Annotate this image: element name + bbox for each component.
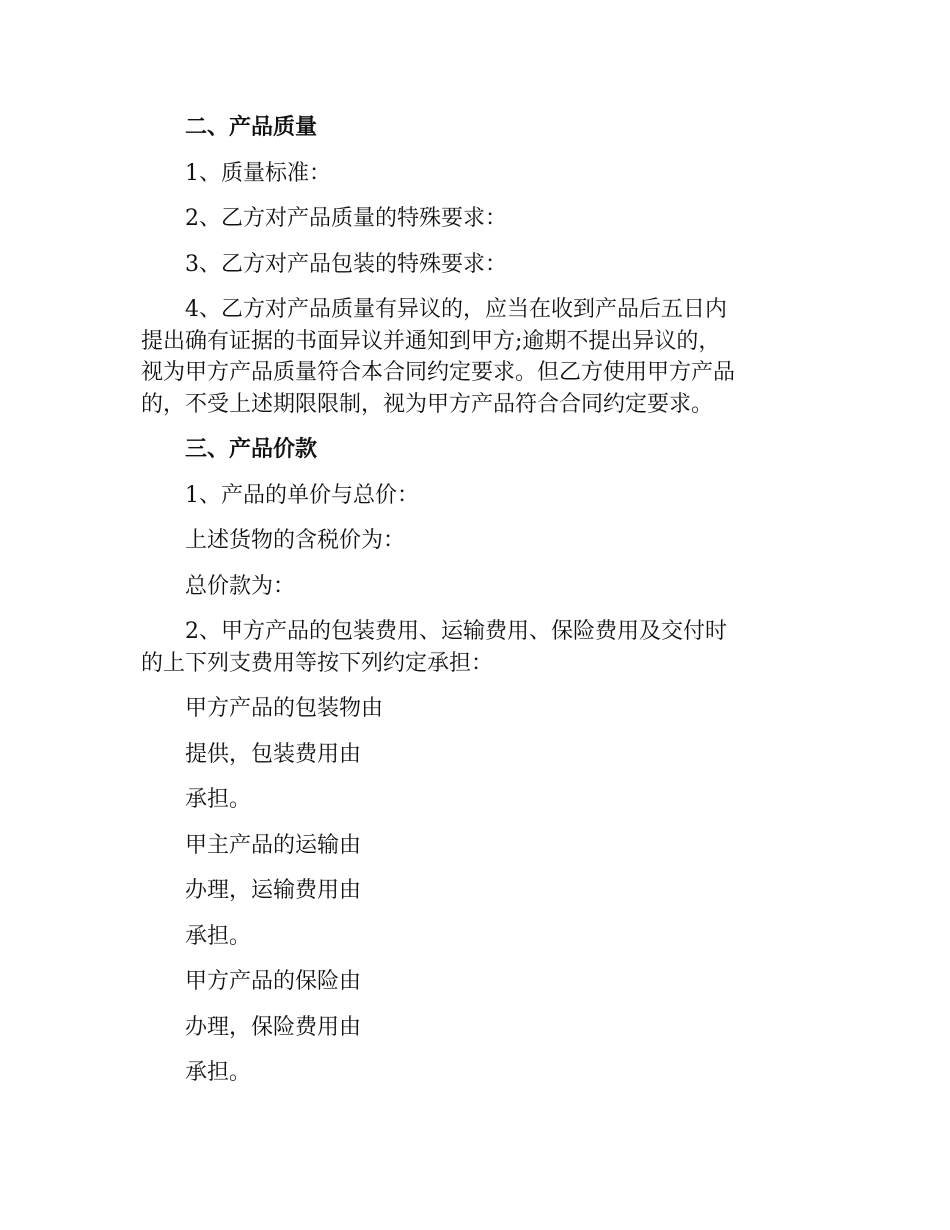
price-total: 总价款为： (185, 573, 296, 599)
cost-line-packaging-bear: 承担。 (185, 787, 252, 812)
price-item-2 (141, 616, 811, 679)
quality-item-4-line-4: 的，不受上述期限限制，视为甲方产品符合合同约定要求。 (141, 391, 714, 417)
cost-line-packaging-provider: 甲方产品的包装物由 (185, 696, 384, 721)
quality-item-4-line-2: 提出确有证据的书面异议并通知到甲方;逾期不提出异议的， (141, 328, 721, 354)
cost-line-insurance-provider: 甲方产品的保险由 (185, 969, 362, 994)
quality-item-2: 2、乙方对产品质量的特殊要求： (185, 206, 507, 231)
cost-line-packaging-fee: 提供，包装费用由 (185, 741, 362, 767)
cost-line-insurance-bear: 承担。 (185, 1060, 252, 1085)
quality-item-3: 3、乙方对产品包装的特殊要求： (185, 251, 507, 277)
cost-line-transport-provider: 甲主产品的运输由 (185, 832, 362, 858)
price-item-1: 1、产品的单价与总价： (185, 482, 419, 508)
price-item-2-line-2: 的上下列支费用等按下列约定承担： (141, 650, 494, 676)
cost-line-insurance-fee: 办理，保险费用由 (185, 1014, 362, 1040)
cost-line-transport-bear: 承担。 (185, 923, 252, 949)
document-body (141, 110, 811, 1089)
cost-line-transport-fee: 办理，运输费用由 (185, 878, 362, 903)
quality-item-1: 1、质量标准： (185, 160, 331, 186)
price-tax-inclusive: 上述货物的含税价为： (185, 528, 406, 553)
section-heading-price: 三、产品价款 (185, 437, 318, 462)
quality-item-4-line-3: 视为甲方产品质量符合本合同约定要求。但乙方使用甲方产品 (141, 360, 736, 385)
section-heading-quality: 二、产品质量 (185, 115, 318, 140)
quality-item-4 (141, 294, 811, 420)
price-item-2-line-1: 2、甲方产品的包装费用、运输费用、保险费用及交付时 (185, 619, 727, 644)
quality-item-4-line-1: 4、乙方对产品质量有异议的，应当在收到产品后五日内 (185, 297, 727, 322)
